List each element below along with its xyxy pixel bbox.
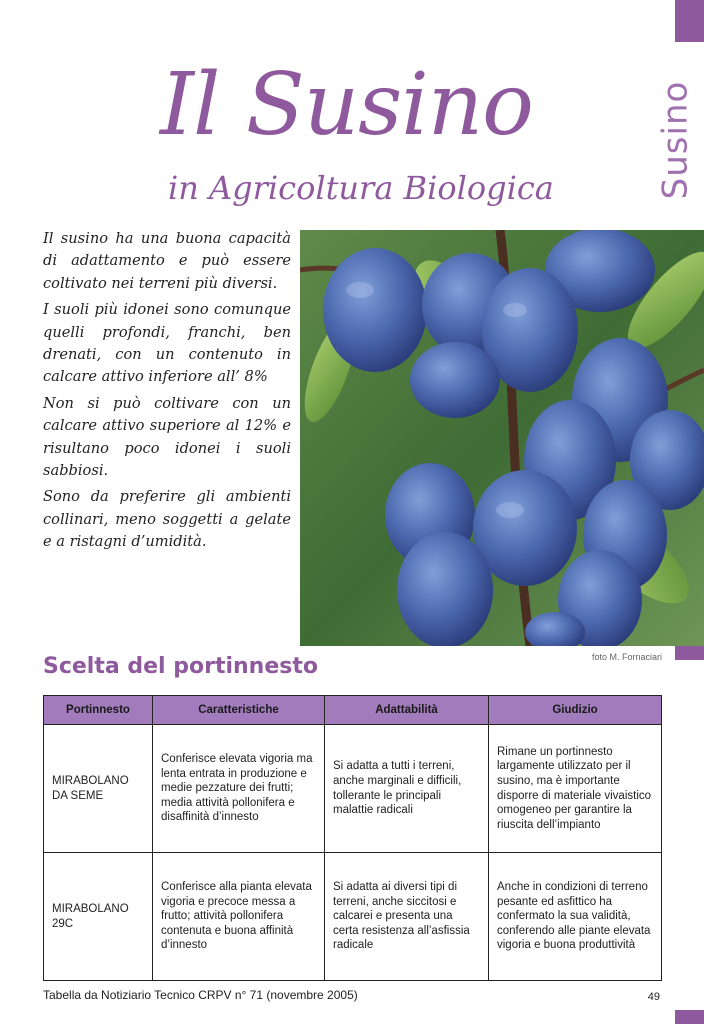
table-cell: Conferisce elevata vigoria ma lenta entrata in produzione e medie pezzature dei frutti; media attività pollonifera e disaffinità d’innesto xyxy=(153,725,325,853)
side-section-label xyxy=(645,80,704,200)
page-number: 49 xyxy=(647,991,660,1003)
column-header: Caratteristiche xyxy=(153,696,325,725)
top-color-tab xyxy=(675,0,704,42)
plum-photo xyxy=(300,230,704,646)
column-header: Portinnesto xyxy=(44,696,153,725)
bottom-color-tab xyxy=(675,1010,704,1024)
section-heading: Scelta del portinnesto xyxy=(43,654,318,679)
table-header-row xyxy=(44,696,662,725)
intro-paragraph: Il susino ha una buona capacità di adattamento e può essere coltivato nei terreni più diversi. xyxy=(43,230,291,292)
intro-paragraph: Non si può coltivare con un calcare attivo superiore al 12% e risultano poco idonei i suoli sabbiosi. xyxy=(43,394,291,480)
intro-paragraph: Sono da preferire gli ambienti collinari, meno soggetti a gelate e a ristagni d’umidità. xyxy=(43,488,291,551)
plum-illustration xyxy=(300,230,704,646)
table-cell: Si adatta a tutti i terreni, anche marginali e difficili, tollerante le principali malattie radicali xyxy=(325,725,489,853)
side-label-text: Susino xyxy=(655,80,695,200)
rootstock-table xyxy=(43,695,662,981)
table-cell: Conferisce alla pianta elevata vigoria e precoce messa a frutto; attività pollonifera contenuta e buona affinità d’innesto xyxy=(153,853,325,981)
table-row xyxy=(44,725,662,853)
table-cell: MIRABOLANO DA SEME xyxy=(44,725,153,853)
column-header: Adattabilità xyxy=(325,696,489,725)
middle-color-tab xyxy=(675,646,704,660)
table-cell: Rimane un portinnesto largamente utilizzato per il susino, ma è importante disporre di materiale vivaistico omogeneo per garantire la riuscita dell’impianto xyxy=(489,725,662,853)
intro-paragraph: I suoli più idonei sono comunque quelli profondi, franchi, ben drenati, con un contenuto in calcare attivo inferiore all’ 8% xyxy=(43,301,291,386)
page-subtitle: in Agricoltura Biologica xyxy=(168,169,554,207)
intro-text xyxy=(43,228,291,558)
table-row xyxy=(44,853,662,981)
page-title: Il Susino xyxy=(160,55,533,155)
table-cell: MIRABOLANO 29C xyxy=(44,853,153,981)
column-header: Giudizio xyxy=(489,696,662,725)
table-cell: Anche in condizioni di terreno pesante ed asfittico ha confermato la sua validità, conferendo alle piante elevata vigoria e buona produttività xyxy=(489,853,662,981)
table-source-note: Tabella da Notiziario Tecnico CRPV n° 71 (novembre 2005) xyxy=(43,988,358,1002)
photo-credit: foto M. Fornaciari xyxy=(591,652,662,662)
table-cell: Si adatta ai diversi tipi di terreni, anche siccitosi e calcarei e presenta una certa resistenza all’asfissia radicale xyxy=(325,853,489,981)
